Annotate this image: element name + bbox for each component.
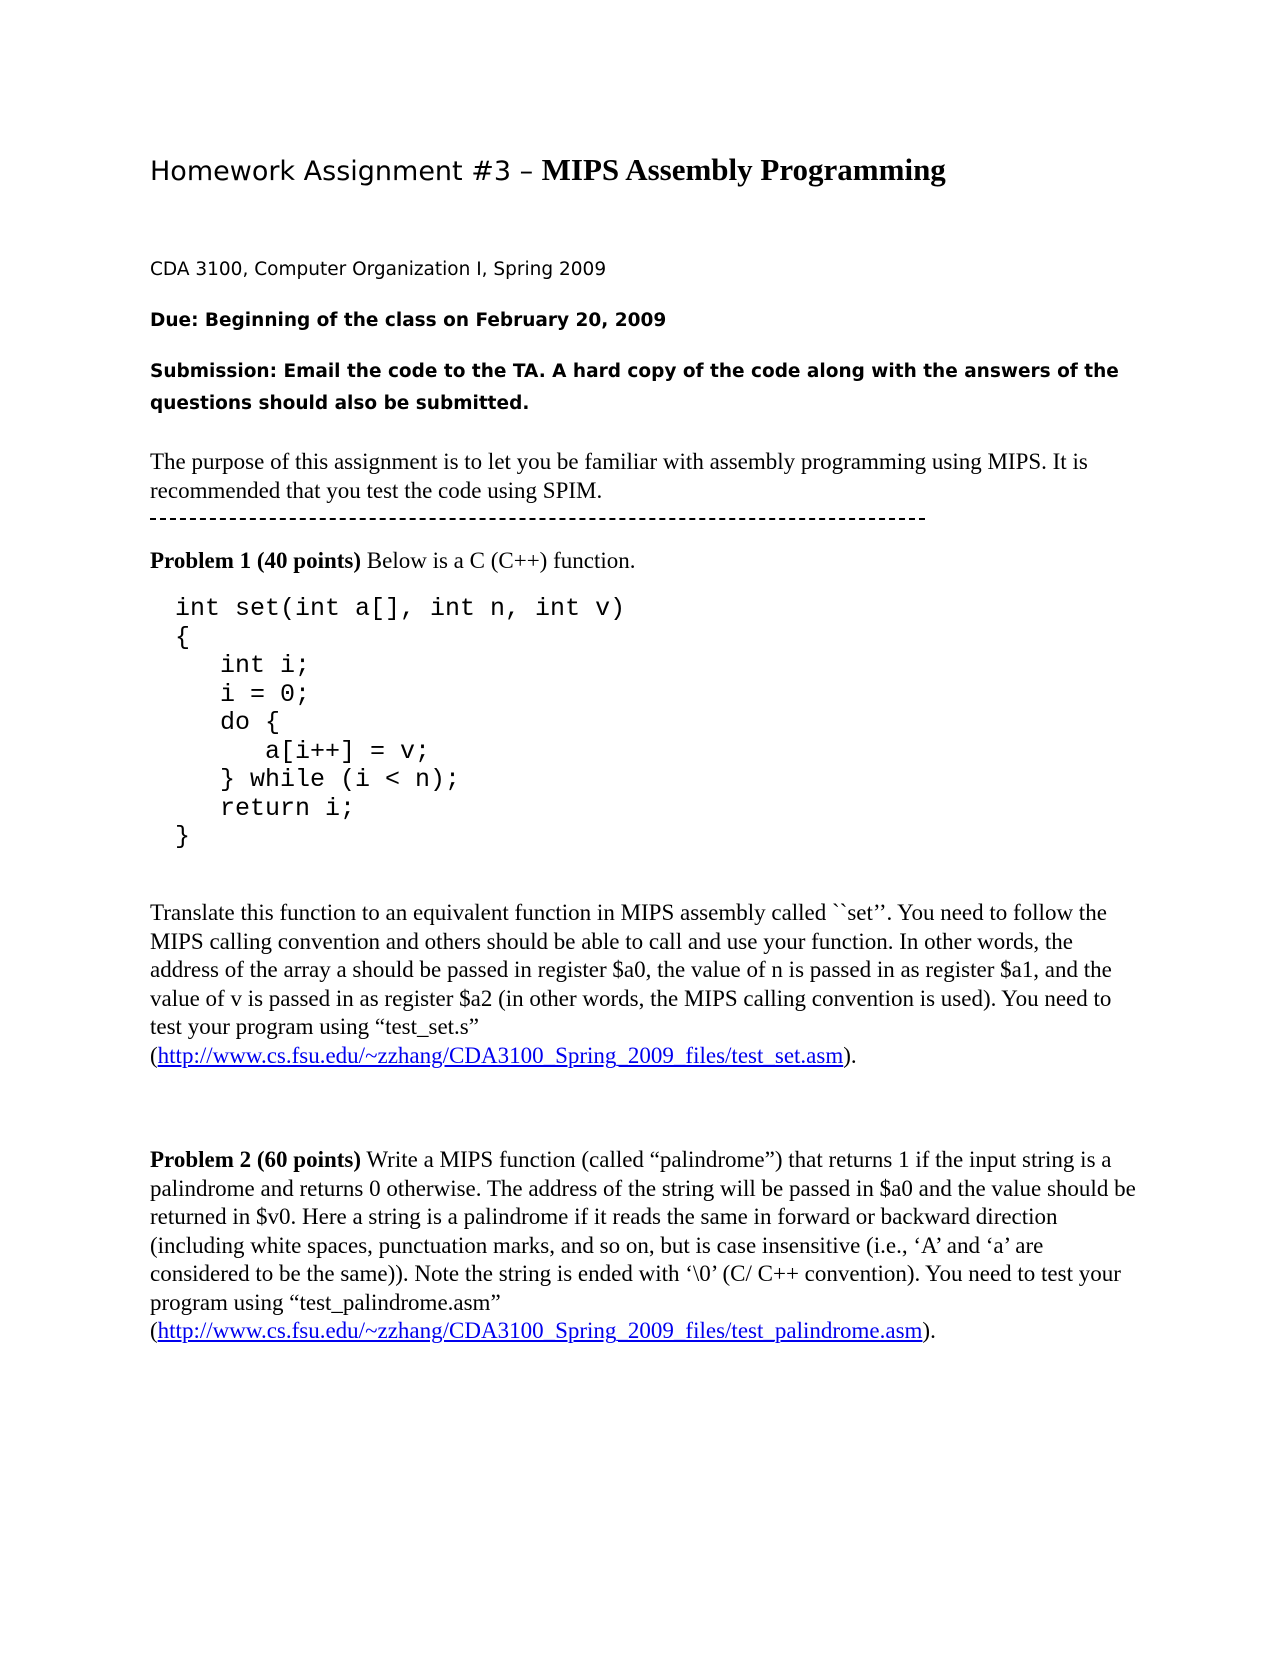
- link-close-paren: ).: [922, 1318, 936, 1343]
- due-line: Due: Beginning of the class on February 20, 2009: [150, 310, 667, 331]
- submission-line-1: Submission: Email the code to the TA. A hard copy of the code along with the answers of the: [150, 361, 1119, 382]
- course-line: CDA 3100, Computer Organization I, Spring 2009: [150, 259, 607, 280]
- page-title: [150, 150, 946, 192]
- title-prefix: Homework Assignment #3 –: [150, 156, 542, 187]
- code-line: } while (i < n);: [175, 765, 461, 794]
- code-line: int i;: [175, 651, 311, 680]
- code-line: int set(int a[], int n, int v): [175, 594, 626, 623]
- link-open-paren: (: [150, 1318, 158, 1343]
- problem1-body-text: Translate this function to an equivalent function in MIPS assembly called ``set’’. You need to follow the MIPS calling convention and others should be able to call and use your function. In other words, the address of the array a should be passed in register $a0, the value of n is passed in as register $a1, and the value of v is passed in as register $a2 (in other words, the MIPS calling convention is used). You need to test your program using “test_set.s”: [150, 900, 1112, 1039]
- title-emphasis: MIPS Assembly Programming: [541, 152, 946, 187]
- purpose-paragraph: The purpose of this assignment is to let you be familiar with assembly programming using MIPS. It is recommended that you test the code using SPIM.: [150, 449, 1088, 503]
- problem1-heading: Problem 1 (40 points): [150, 548, 362, 573]
- code-line: {: [175, 622, 191, 652]
- code-line: a[i++] = v;: [175, 736, 431, 766]
- section-divider: [150, 518, 925, 520]
- code-line: }: [175, 822, 191, 851]
- test-palindrome-link[interactable]: http://www.cs.fsu.edu/~zzhang/CDA3100_Spring_2009_files/test_palindrome.asm: [157, 1318, 923, 1343]
- problem2-paragraph: [150, 1146, 1140, 1346]
- problem1-intro: [150, 547, 1140, 576]
- link-close-paren: ).: [843, 1042, 857, 1068]
- problem2-body-text: Write a MIPS function (called “palindrome”) that returns 1 if the input string is a palindrome and returns 0 otherwise. The address of the string will be passed in $a0 and the value should be returned in $v0. Here a string is a palindrome if it reads the same in forward or backward direction (including white spaces, punctuation marks, and so on, but is case insensitive (i.e., ‘A’ and ‘a’ are considered to be the same)). Note the string is ended with ‘\0’ (C/ C++ convention). You need to test your program using “test_palindrome.asm”: [150, 1147, 1136, 1315]
- link-open-paren: (: [150, 1042, 158, 1068]
- code-line: i = 0;: [175, 679, 311, 709]
- problem1-intro-text: Below is a C (C++) function.: [361, 548, 636, 573]
- code-block: [175, 595, 625, 852]
- problem1-body: [150, 899, 1140, 1070]
- test-set-link[interactable]: http://www.cs.fsu.edu/~zzhang/CDA3100_Spring_2009_files/test_set.asm: [157, 1042, 844, 1068]
- submission-line-2: questions should also be submitted.: [150, 393, 530, 414]
- code-line: do {: [175, 708, 281, 737]
- code-line: return i;: [175, 793, 356, 823]
- problem2-heading: Problem 2 (60 points): [150, 1147, 362, 1172]
